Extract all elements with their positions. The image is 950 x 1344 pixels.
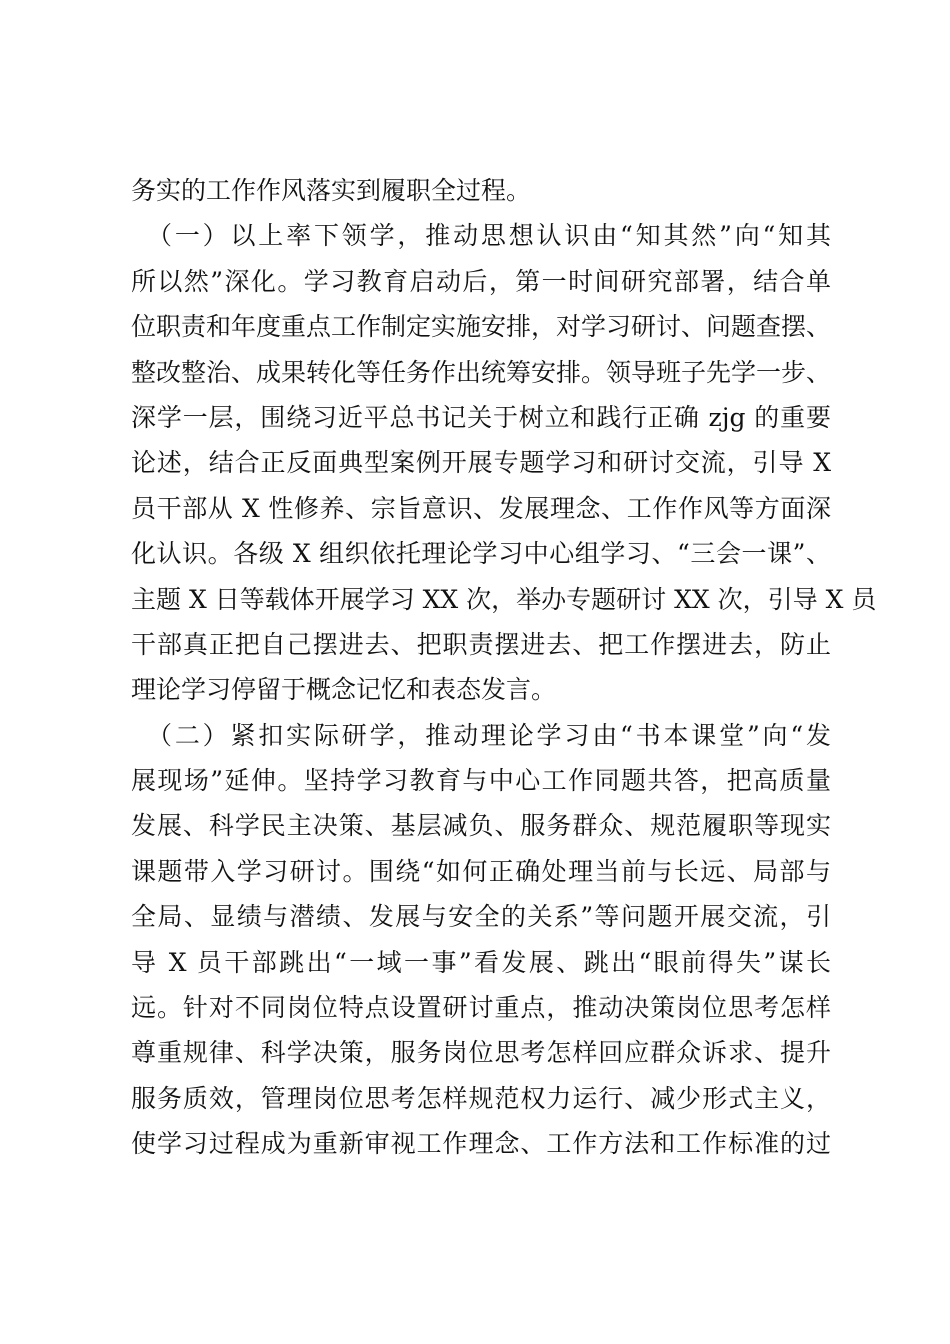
- text-line: 展现场”延伸。坚持学习教育与中心工作同题共答，把高质量: [131, 766, 831, 796]
- text-line: 务实的工作作风落实到履职全过程。: [131, 176, 532, 205]
- body-text: [131, 168, 877, 1167]
- text-line: 论述，结合正反面典型案例开展专题学习和研讨交流，引导 X: [131, 448, 831, 478]
- text-line: 课题带入学习研讨。围绕“如何正确处理当前与长远、局部与: [131, 856, 831, 886]
- text-line: 干部真正把自己摆进去、把职责摆进去、把工作摆进去，防止: [131, 629, 831, 659]
- text-line: 化认识。各级 X 组织依托理论学习中心组学习、“三会一课”、: [131, 539, 831, 569]
- text-line: 服务质效，管理岗位思考怎样规范权力运行、减少形式主义，: [131, 1083, 831, 1113]
- text-line: 员干部从 X 性修养、宗旨意识、发展理念、工作作风等方面深: [131, 493, 831, 523]
- text-line: 全局、显绩与潜绩、发展与安全的关系”等问题开展交流，引: [131, 902, 831, 932]
- text-line: 发展、科学民主决策、基层减负、服务群众、规范履职等现实: [131, 811, 831, 841]
- text-line: 使学习过程成为重新审视工作理念、工作方法和工作标准的过: [131, 1129, 831, 1159]
- text-line: 尊重规律、科学决策，服务岗位思考怎样回应群众诉求、提升: [131, 1038, 831, 1068]
- text-line: 位职责和年度重点工作制定实施安排，对学习研讨、问题查摆、: [131, 312, 832, 342]
- text-line: 所以然”深化。学习教育启动后，第一时间研究部署，结合单: [131, 266, 831, 296]
- text-line: 整改整治、成果转化等任务作出统筹安排。领导班子先学一步、: [131, 357, 832, 387]
- text-line: 远。针对不同岗位特点设置研讨重点，推动决策岗位思考怎样: [131, 993, 831, 1023]
- text-line: （二）紧扣实际研学，推动理论学习由“书本课堂”向“发: [147, 720, 831, 750]
- text-line: 理论学习停留于概念记忆和表态发言。: [131, 675, 557, 705]
- text-line: 导 X 员干部跳出“一域一事”看发展、跳出“眼前得失”谋长: [131, 947, 831, 977]
- text-line: 深学一层，围绕习近平总书记关于树立和践行正确 zjg 的重要: [131, 402, 831, 432]
- text-line: 主题 X 日等载体开展学习 XX 次，举办专题研讨 XX 次，引导 X 员: [131, 584, 877, 614]
- text-line: （一）以上率下领学，推动思想认识由“知其然”向“知其: [147, 221, 831, 251]
